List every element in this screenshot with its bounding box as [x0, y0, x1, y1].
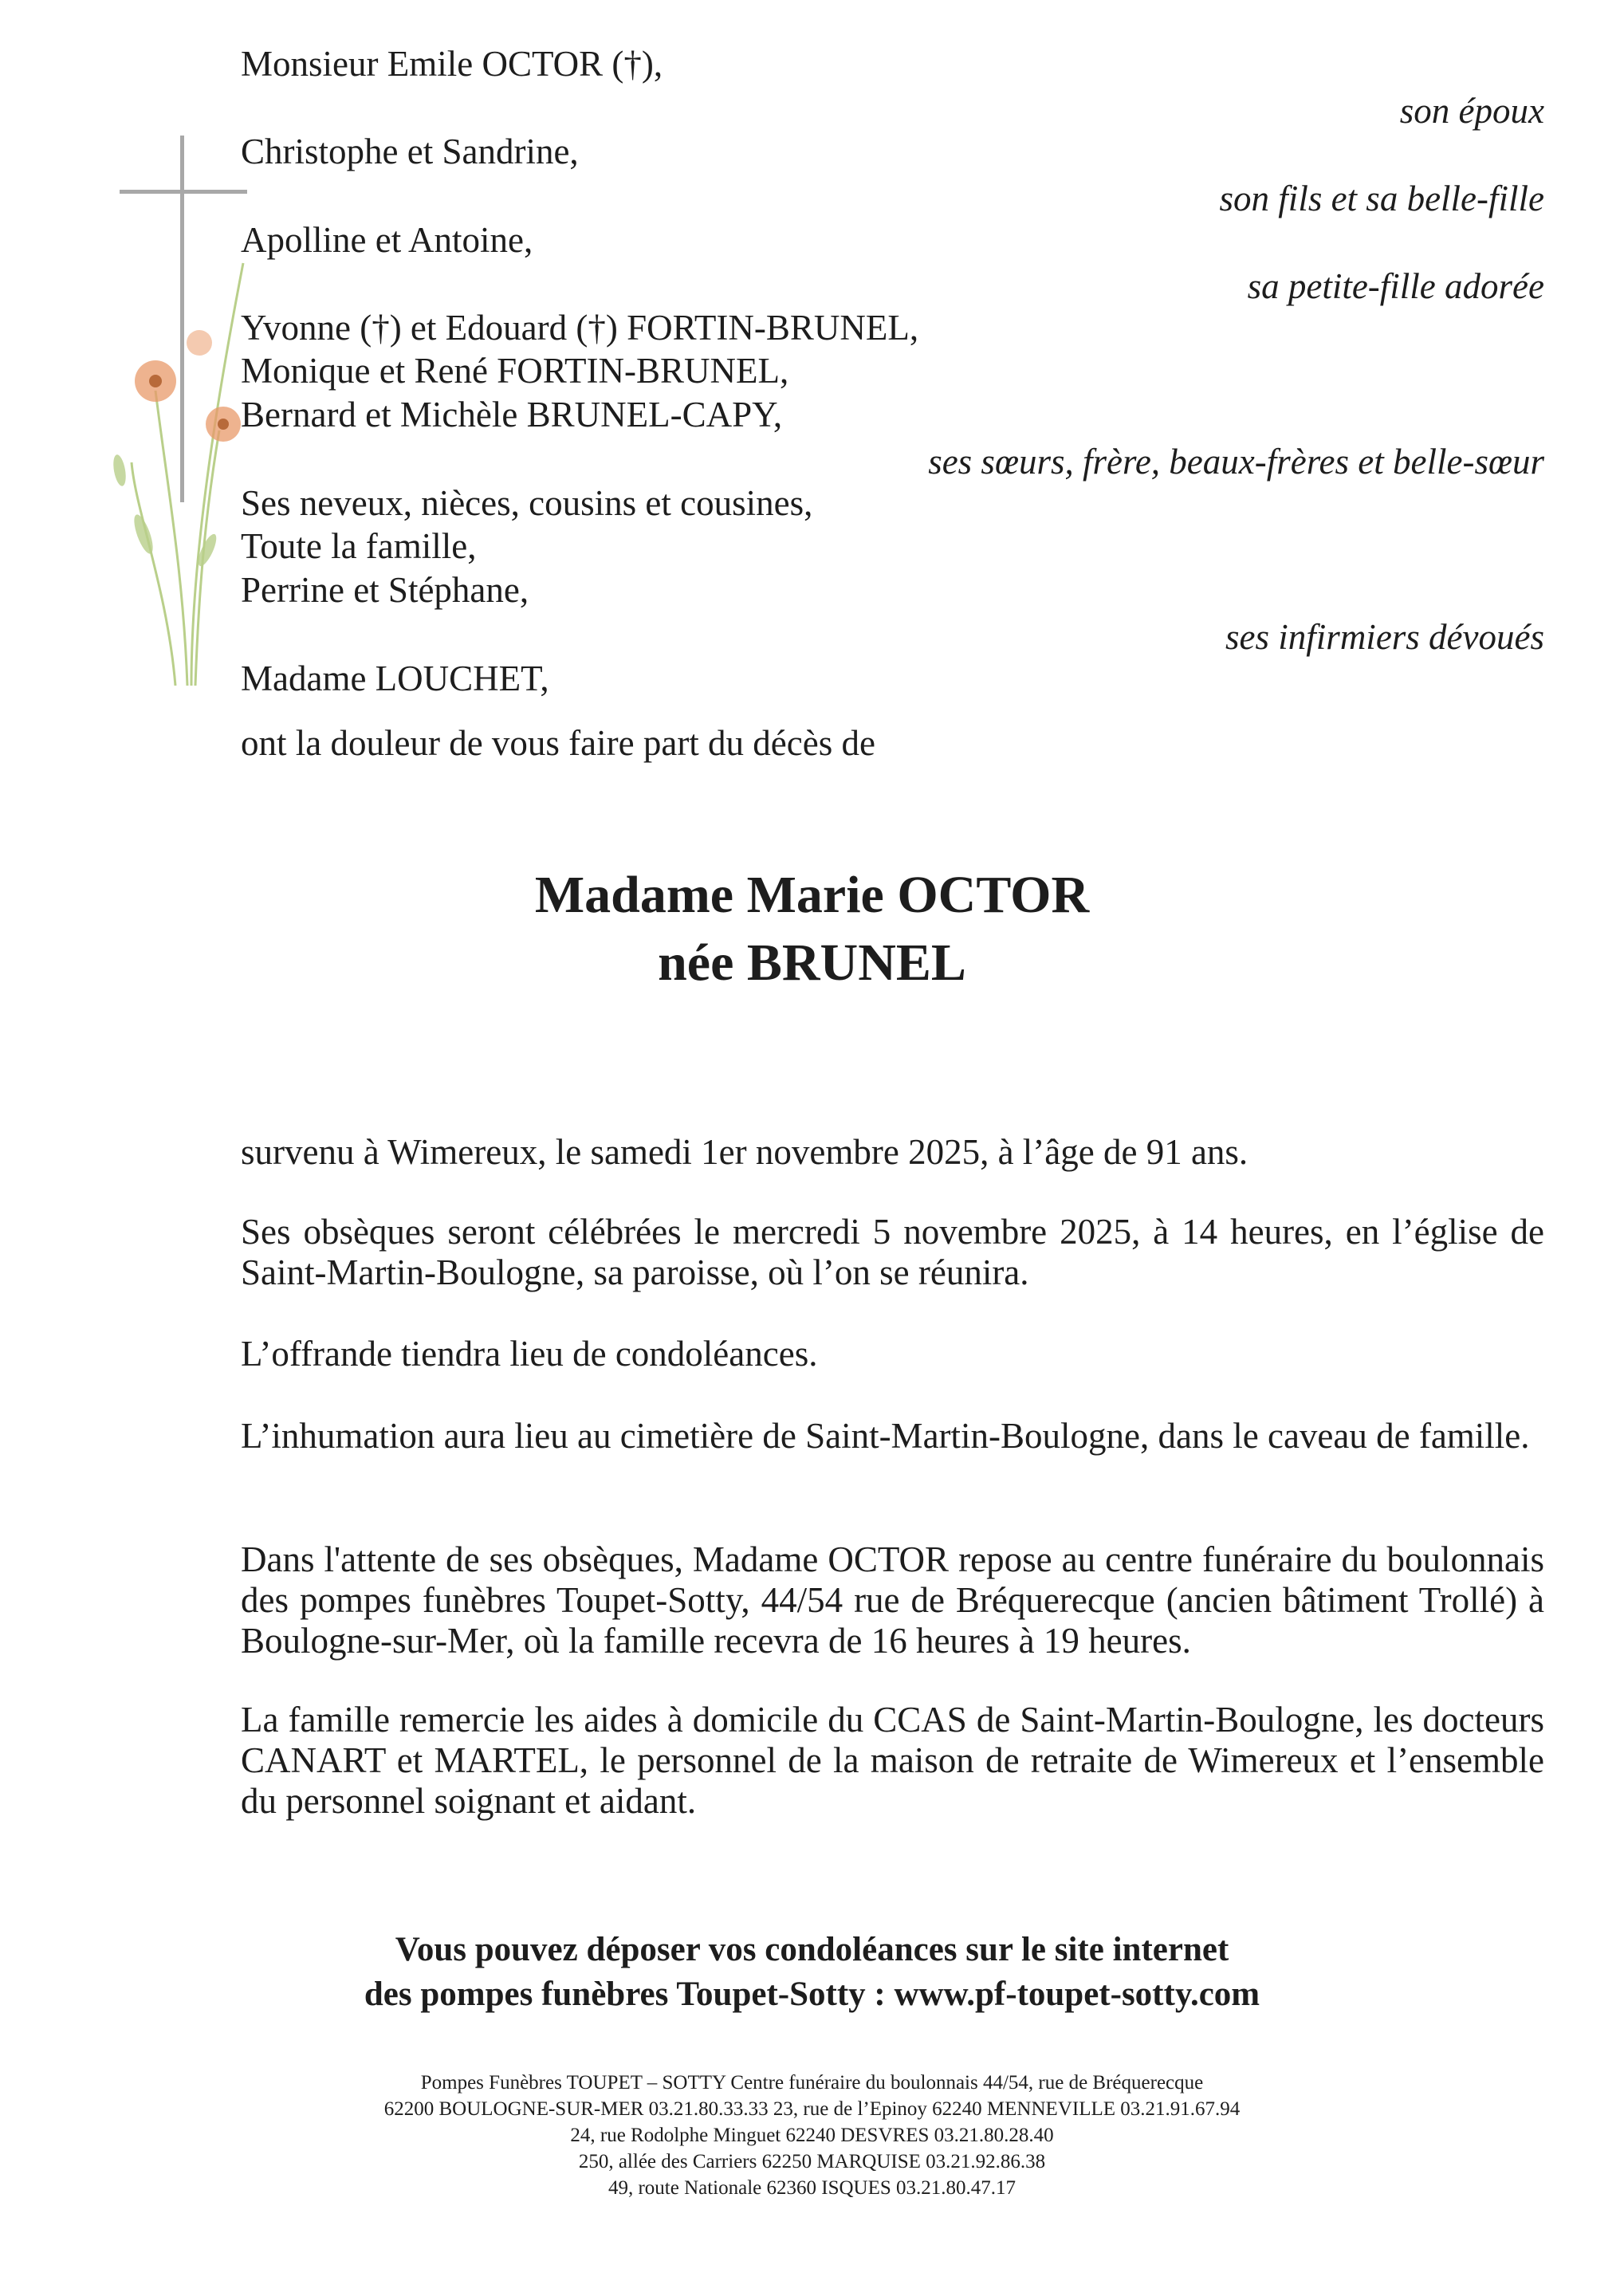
- family-name-line: Monique et René FORTIN-BRUNEL,: [241, 351, 789, 391]
- family-name-line: Monsieur Emile OCTOR (†),: [241, 44, 663, 84]
- poppy-flower-icon: [135, 360, 176, 402]
- paragraph-offering: L’offrande tiendra lieu de condoléances.: [241, 1334, 818, 1374]
- family-relation: son époux: [1399, 91, 1544, 131]
- family-relation: son fils et sa belle-fille: [1219, 179, 1544, 218]
- website-notice-line: des pompes funèbres Toupet-Sotty : www.pf-toupet-sotty.com: [364, 1976, 1260, 2013]
- paragraph-thanks: La famille remercie les aides à domicile du CCAS de Saint-Martin-Boulogne, les docteurs CANART et MARTEL, le personnel de la maison de retraite de Wimereux et l’ensemble du personnel soignant et aidant.: [241, 1700, 1544, 1821]
- family-relation: sa petite-fille adorée: [1247, 266, 1544, 306]
- deceased-name: Madame Marie OCTOR: [534, 866, 1090, 924]
- cross-horizontal-bar: [120, 190, 247, 194]
- announcement-text: ont la douleur de vous faire part du décès de: [241, 723, 875, 763]
- paragraph-funeral: Ses obsèques seront célébrées le mercredi 5 novembre 2025, à 14 heures, en l’église de Saint-Martin-Boulogne, sa paroisse, où l’on se réunira.: [241, 1212, 1544, 1292]
- family-name-line: Madame LOUCHET,: [241, 659, 549, 698]
- poppy-flower-icon: [187, 330, 212, 356]
- family-relation: ses infirmiers dévoués: [1225, 617, 1544, 657]
- family-name-line: Apolline et Antoine,: [241, 220, 533, 260]
- footer-line: 250, allée des Carriers 62250 MARQUISE 03.21.92.86.38: [578, 2151, 1046, 2172]
- website-notice-line: Vous pouvez déposer vos condoléances sur le site internet: [395, 1931, 1229, 1968]
- deceased-maiden-name: née BRUNEL: [658, 934, 966, 992]
- family-name-line: Ses neveux, nièces, cousins et cousines,: [241, 483, 813, 523]
- flower-stems: [132, 263, 243, 686]
- footer-line: 49, route Nationale 62360 ISQUES 03.21.80.47.17: [608, 2177, 1016, 2199]
- family-name-line: Toute la famille,: [241, 526, 477, 566]
- cross-with-flowers-illustration: [112, 128, 247, 686]
- family-name-line: Christophe et Sandrine,: [241, 132, 579, 171]
- paragraph-burial: L’inhumation aura lieu au cimetière de Saint-Martin-Boulogne, dans le caveau de famille.: [241, 1416, 1530, 1456]
- family-name-line: Bernard et Michèle BRUNEL-CAPY,: [241, 395, 783, 434]
- paragraph-death-details: survenu à Wimereux, le samedi 1er novembre 2025, à l’âge de 91 ans.: [241, 1132, 1248, 1172]
- family-name-line: Yvonne (†) et Edouard (†) FORTIN-BRUNEL,: [241, 308, 919, 348]
- family-name-line: Perrine et Stéphane,: [241, 570, 529, 610]
- family-relation: ses sœurs, frère, beaux-frères et belle-sœur: [928, 442, 1544, 482]
- paragraph-rest-location: Dans l'attente de ses obsèques, Madame OCTOR repose au centre funéraire du boulonnais des pompes funèbres Toupet-Sotty, 44/54 rue de Bréquerecque (ancien bâtiment Trollé) à Boulogne-sur-Mer, où la famille recevra de 16 heures à 19 heures.: [241, 1539, 1544, 1661]
- footer-line: 62200 BOULOGNE-SUR-MER 03.21.80.33.33 23, rue de l’Epinoy 62240 MENNEVILLE 03.21.91.67.94: [383, 2098, 1241, 2120]
- poppy-flower-icon: [206, 407, 241, 442]
- footer-line: 24, rue Rodolphe Minguet 62240 DESVRES 03.21.80.28.40: [570, 2125, 1054, 2146]
- footer-line: Pompes Funèbres TOUPET – SOTTY Centre funéraire du boulonnais 44/54, rue de Bréquerecque: [420, 2072, 1204, 2094]
